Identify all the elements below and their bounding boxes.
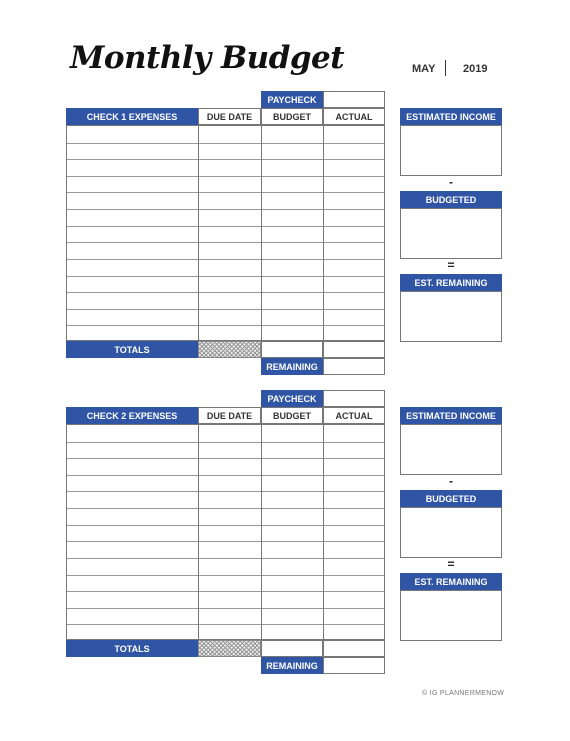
paycheck-header: PAYCHECK <box>261 390 323 407</box>
remaining-label: REMAINING <box>261 358 323 375</box>
check-2-section <box>0 390 570 675</box>
remaining-value-cell[interactable] <box>323 657 385 674</box>
row-rule <box>67 525 384 526</box>
actual-header: ACTUAL <box>323 108 385 125</box>
row-rule <box>67 276 384 277</box>
expenses-header: CHECK 1 EXPENSES <box>66 108 198 125</box>
row-rule <box>67 458 384 459</box>
estimated-income-box[interactable] <box>400 424 502 475</box>
expenses-header: CHECK 2 EXPENSES <box>66 407 198 424</box>
row-rule <box>67 624 384 625</box>
budgeted-box[interactable] <box>400 208 502 259</box>
row-rule <box>67 591 384 592</box>
budgeted-header: BUDGETED <box>400 191 502 208</box>
expense-rows-grid[interactable] <box>66 424 385 640</box>
row-rule <box>67 325 384 326</box>
row-rule <box>67 259 384 260</box>
totals-due-date-hatched <box>198 640 261 657</box>
budgeted-box[interactable] <box>400 507 502 558</box>
row-rule <box>67 608 384 609</box>
budget-header: BUDGET <box>261 108 323 125</box>
row-rule <box>67 575 384 576</box>
column-rule <box>323 126 324 340</box>
remaining-value-cell[interactable] <box>323 358 385 375</box>
totals-budget-cell[interactable] <box>261 640 323 657</box>
paycheck-value-cell[interactable] <box>323 91 385 108</box>
page-title: Monthly Budget <box>70 40 345 76</box>
column-rule <box>198 126 199 340</box>
totals-label: TOTALS <box>66 341 198 358</box>
totals-label: TOTALS <box>66 640 198 657</box>
estimated-income-box[interactable] <box>400 125 502 176</box>
estimated-income-header: ESTIMATED INCOME <box>400 108 502 125</box>
estimated-income-header: ESTIMATED INCOME <box>400 407 502 424</box>
row-rule <box>67 209 384 210</box>
est-remaining-box[interactable] <box>400 291 502 342</box>
header-divider <box>445 60 446 76</box>
row-rule <box>67 558 384 559</box>
due-date-header: DUE DATE <box>198 108 261 125</box>
year-label: 2019 <box>463 63 488 75</box>
totals-budget-cell[interactable] <box>261 341 323 358</box>
row-rule <box>67 176 384 177</box>
totals-actual-cell[interactable] <box>323 640 385 657</box>
expense-rows-grid[interactable] <box>66 125 385 341</box>
est-remaining-header: EST. REMAINING <box>400 573 502 590</box>
budget-header: BUDGET <box>261 407 323 424</box>
column-rule <box>198 425 199 639</box>
row-rule <box>67 159 384 160</box>
row-rule <box>67 192 384 193</box>
column-rule <box>323 425 324 639</box>
row-rule <box>67 491 384 492</box>
row-rule <box>67 242 384 243</box>
equals-sign: = <box>447 258 455 272</box>
remaining-label: REMAINING <box>261 657 323 674</box>
row-rule <box>67 143 384 144</box>
row-rule <box>67 442 384 443</box>
column-rule <box>261 126 262 340</box>
est-remaining-header: EST. REMAINING <box>400 274 502 291</box>
column-rule <box>261 425 262 639</box>
due-date-header: DUE DATE <box>198 407 261 424</box>
paycheck-value-cell[interactable] <box>323 390 385 407</box>
row-rule <box>67 226 384 227</box>
month-label: MAY <box>412 63 436 75</box>
paycheck-header: PAYCHECK <box>261 91 323 108</box>
check-1-section <box>0 91 570 376</box>
minus-sign: - <box>449 474 453 488</box>
totals-due-date-hatched <box>198 341 261 358</box>
footer-credit: © IG PLANNERMENOW <box>422 690 505 697</box>
row-rule <box>67 292 384 293</box>
row-rule <box>67 475 384 476</box>
row-rule <box>67 309 384 310</box>
est-remaining-box[interactable] <box>400 590 502 641</box>
actual-header: ACTUAL <box>323 407 385 424</box>
row-rule <box>67 508 384 509</box>
minus-sign: - <box>449 175 453 189</box>
budgeted-header: BUDGETED <box>400 490 502 507</box>
equals-sign: = <box>447 557 455 571</box>
totals-actual-cell[interactable] <box>323 341 385 358</box>
row-rule <box>67 541 384 542</box>
